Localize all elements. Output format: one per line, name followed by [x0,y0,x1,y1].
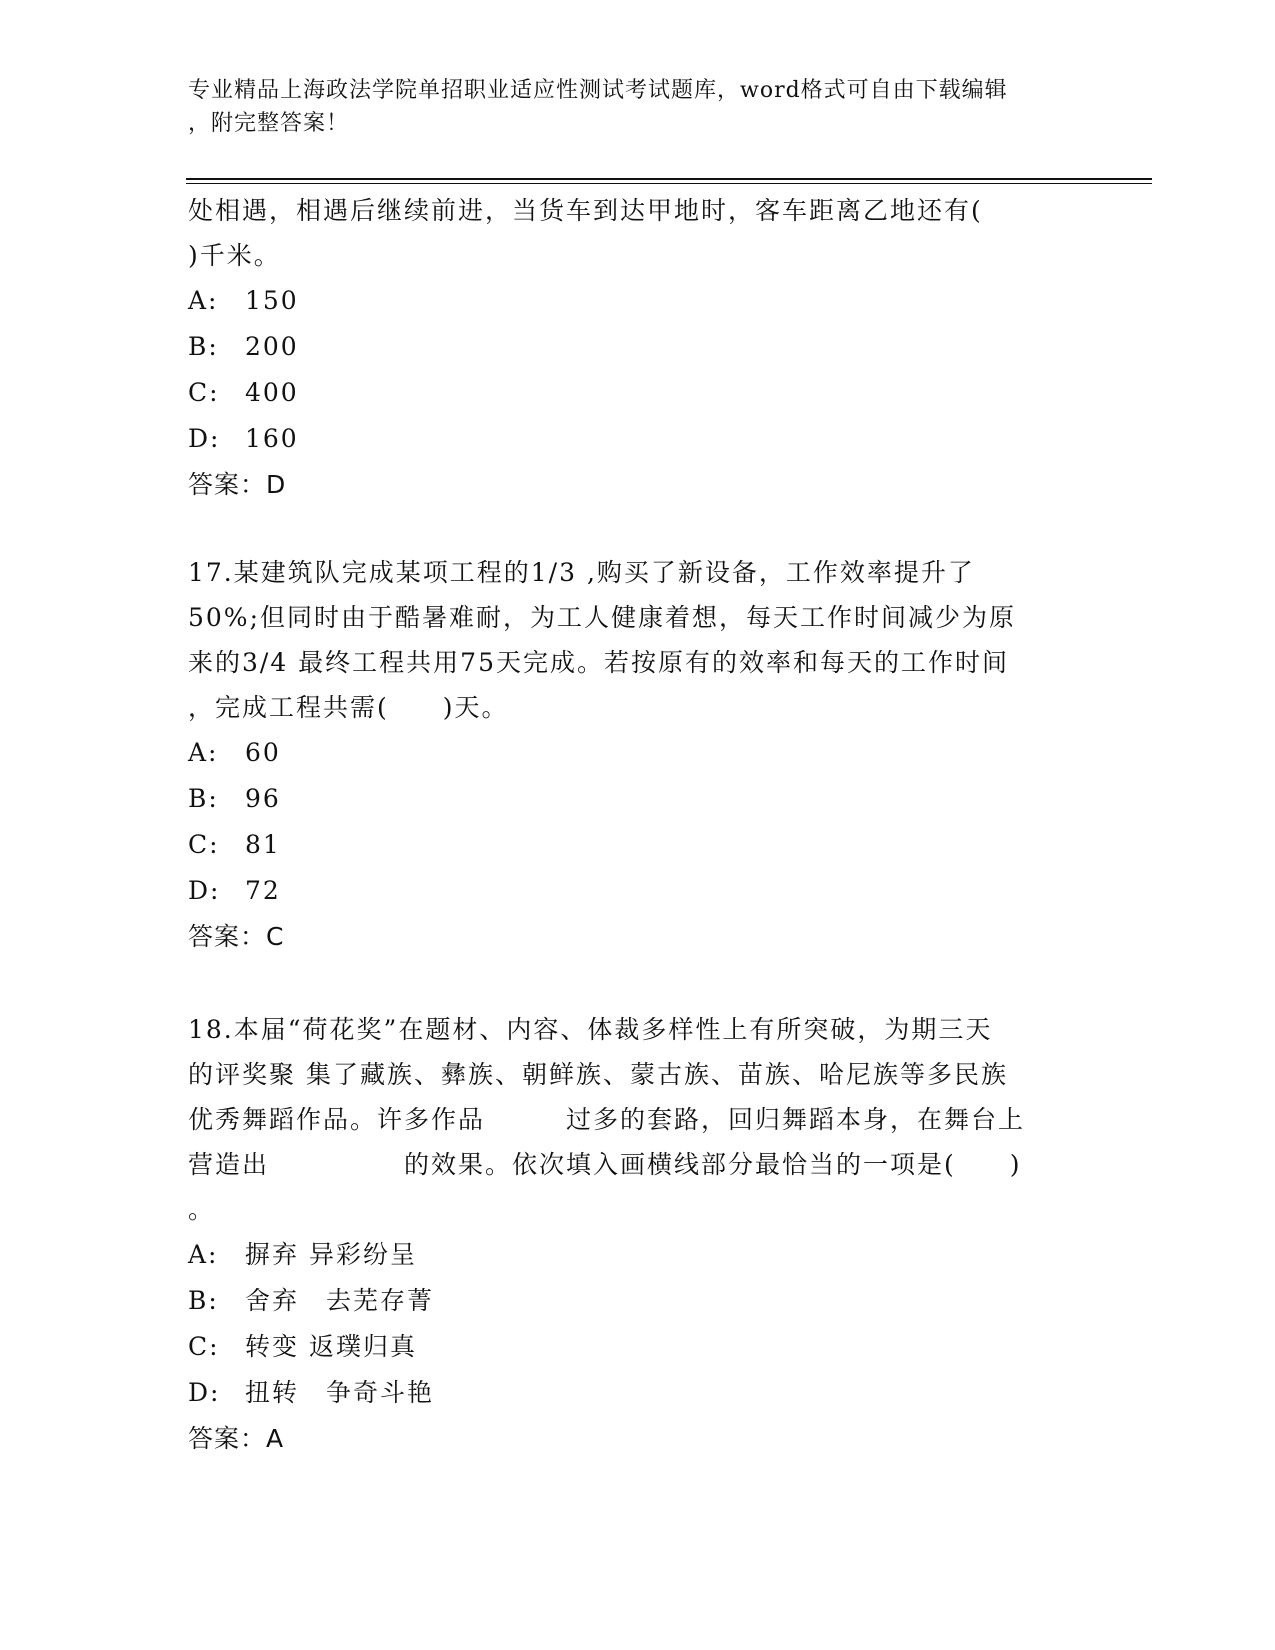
answer-line: 答案：C [188,922,285,951]
option-text: 150 [245,286,299,315]
option-d [188,416,1088,462]
option-text: 96 [245,784,281,813]
option-b [188,1278,1088,1324]
option-b [188,776,1088,822]
question-text-line: 处相遇，相遇后继续前进，当货车到达甲地时，客车距离乙地还有( [188,196,983,225]
option-label: B: [188,1286,219,1315]
option-d [188,868,1088,914]
option-text: 160 [245,424,299,453]
question-16 [188,188,1088,508]
option-text: 舍弃 去芜存菁 [245,1286,435,1315]
option-label: A: [188,1240,219,1269]
question-18 [188,1007,1088,1462]
option-b [188,324,1088,370]
header-title-line-2: ，附完整答案！ [188,111,350,136]
option-text: 200 [245,332,299,361]
option-label: D: [188,1378,221,1407]
question-text-line: 优秀舞蹈作品。许多作品 过多的套路，回归舞蹈本身，在舞台上 [188,1105,1026,1134]
page-header [188,74,1068,140]
option-label: A: [188,738,219,767]
option-label: D: [188,424,221,453]
header-divider-thin [186,183,1152,184]
option-label: C: [188,378,220,407]
option-a [188,1232,1088,1278]
answer-line: 答案：D [188,470,287,499]
option-text: 400 [245,378,299,407]
answer-line: 答案：A [188,1424,285,1453]
question-text-line: ，完成工程共需( )天。 [188,693,509,722]
option-a [188,730,1088,776]
option-label: C: [188,830,220,859]
question-text-line: )千米。 [188,241,281,270]
option-d [188,1370,1088,1416]
option-text: 扭转 争奇斗艳 [245,1378,435,1407]
question-text-line: 来的3/4 最终工程共用75天完成。若按原有的效率和每天的工作时间 [188,648,1009,677]
question-text-line: 18.本届“荷花奖”在题材、内容、体裁多样性上有所突破，为期三天 [188,1015,993,1044]
option-label: A: [188,286,219,315]
option-a [188,278,1088,324]
option-label: B: [188,332,219,361]
option-text: 转变 返璞归真 [245,1332,417,1361]
header-divider-thick [186,178,1152,180]
question-text-line: 的评奖聚 集了藏族、彝族、朝鲜族、蒙古族、苗族、哈尼族等多民族 [188,1060,1008,1089]
question-text-line: 。 [188,1195,216,1224]
header-title-line-1: 专业精品上海政法学院单招职业适应性测试考试题库，word格式可自由下载编辑 [188,78,1008,103]
option-label: D: [188,876,221,905]
option-label: C: [188,1332,220,1361]
option-text: 81 [245,830,281,859]
option-label: B: [188,784,219,813]
option-text: 72 [245,876,281,905]
option-c [188,1324,1088,1370]
option-c [188,822,1088,868]
option-c [188,370,1088,416]
question-text-line: 50%;但同时由于酷暑难耐，为工人健康着想，每天工作时间减少为原 [188,603,1016,632]
option-text: 60 [245,738,281,767]
option-text: 摒弃 异彩纷呈 [245,1240,417,1269]
question-17 [188,550,1088,960]
question-text-line: 营造出 的效果。依次填入画横线部分最恰当的一项是( ) [188,1150,1022,1179]
question-text-line: 17.某建筑队完成某项工程的1/3 ,购买了新设备，工作效率提升了 [188,558,975,587]
